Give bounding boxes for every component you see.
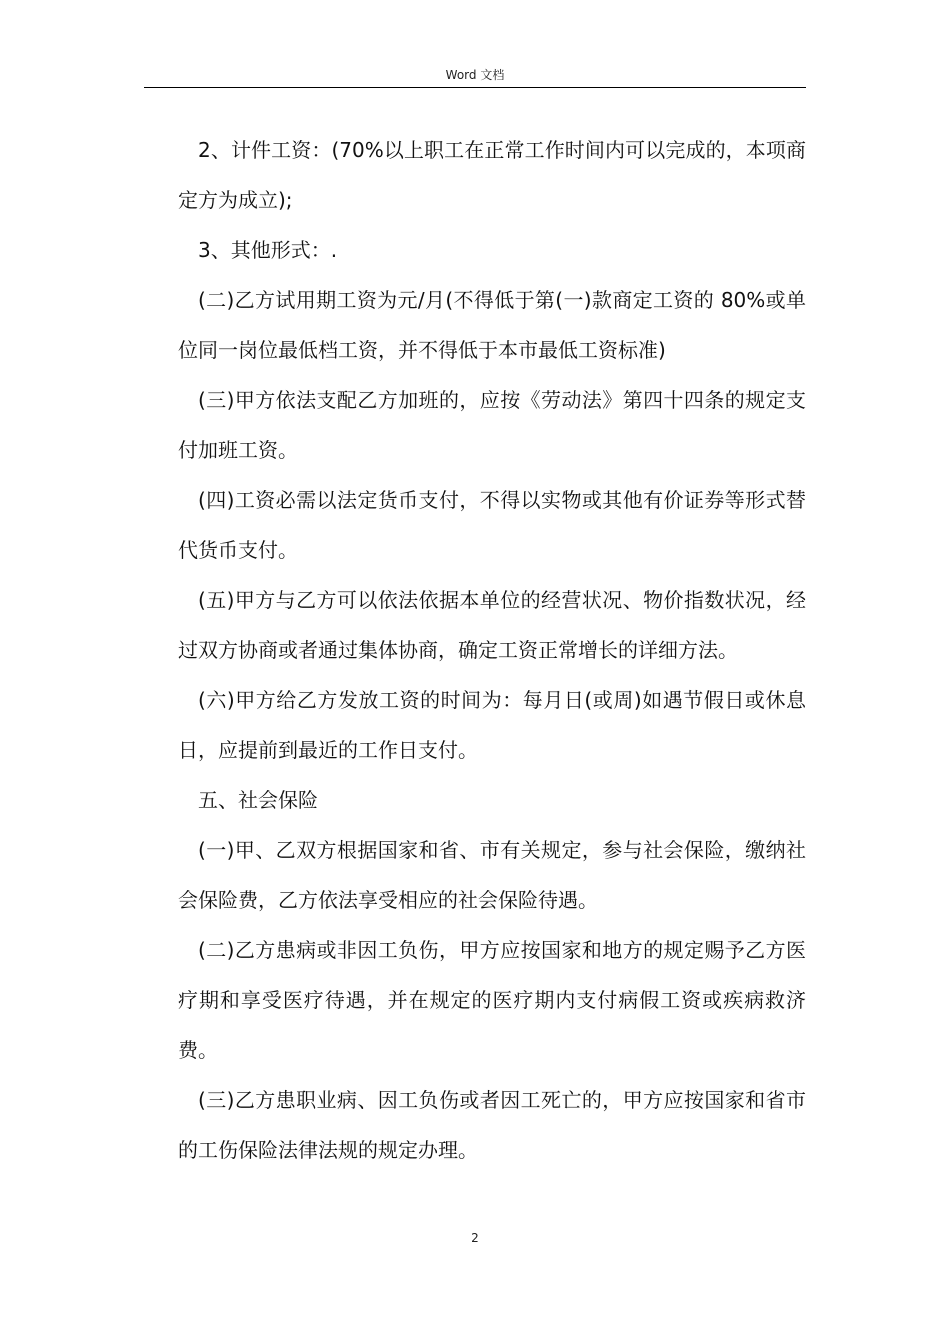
section-heading-social-insurance: 五、社会保险 <box>198 788 318 812</box>
page-header: Word 文档 <box>445 68 505 82</box>
paragraph-wage-growth: (五)甲方与乙方可以依法依据本单位的经营状况、物价指数状况，经过双方协商或者通过集体协商，确定工资正常增长的详细方法。 <box>178 588 806 662</box>
page-number: 2 <box>471 1231 479 1245</box>
paragraph-legal-currency: (四)工资必需以法定货币支付，不得以实物或其他有价证券等形式替代货币支付。 <box>178 488 806 562</box>
paragraph-other-forms: 3、其他形式：. <box>198 238 338 262</box>
paragraph-pay-date: (六)甲方给乙方发放工资的时间为：每月日(或周)如遇节假日或休息日，应提前到最近的工作日支付。 <box>178 688 806 762</box>
header-divider <box>144 87 806 88</box>
paragraph-piece-rate-wage: 2、计件工资：(70%以上职工在正常工作时间内可以完成的，本项商定方为成立); <box>178 138 806 212</box>
paragraph-probation-wage: (二)乙方试用期工资为元/月(不得低于第(一)款商定工资的 80%或单位同一岗位最低档工资，并不得低于本市最低工资标准) <box>178 288 806 362</box>
paragraph-insurance-participation: (一)甲、乙双方根据国家和省、市有关规定，参与社会保险，缴纳社会保险费，乙方依法享受相应的社会保险待遇。 <box>178 838 806 912</box>
paragraph-overtime-pay: (三)甲方依法支配乙方加班的，应按《劳动法》第四十四条的规定支付加班工资。 <box>178 388 806 462</box>
document-body <box>178 125 806 1175</box>
paragraph-work-injury: (三)乙方患职业病、因工负伤或者因工死亡的，甲方应按国家和省市的工伤保险法律法规的规定办理。 <box>178 1088 806 1162</box>
paragraph-sick-leave: (二)乙方患病或非因工负伤，甲方应按国家和地方的规定赐予乙方医疗期和享受医疗待遇，并在规定的医疗期内支付病假工资或疾病救济费。 <box>178 938 806 1062</box>
